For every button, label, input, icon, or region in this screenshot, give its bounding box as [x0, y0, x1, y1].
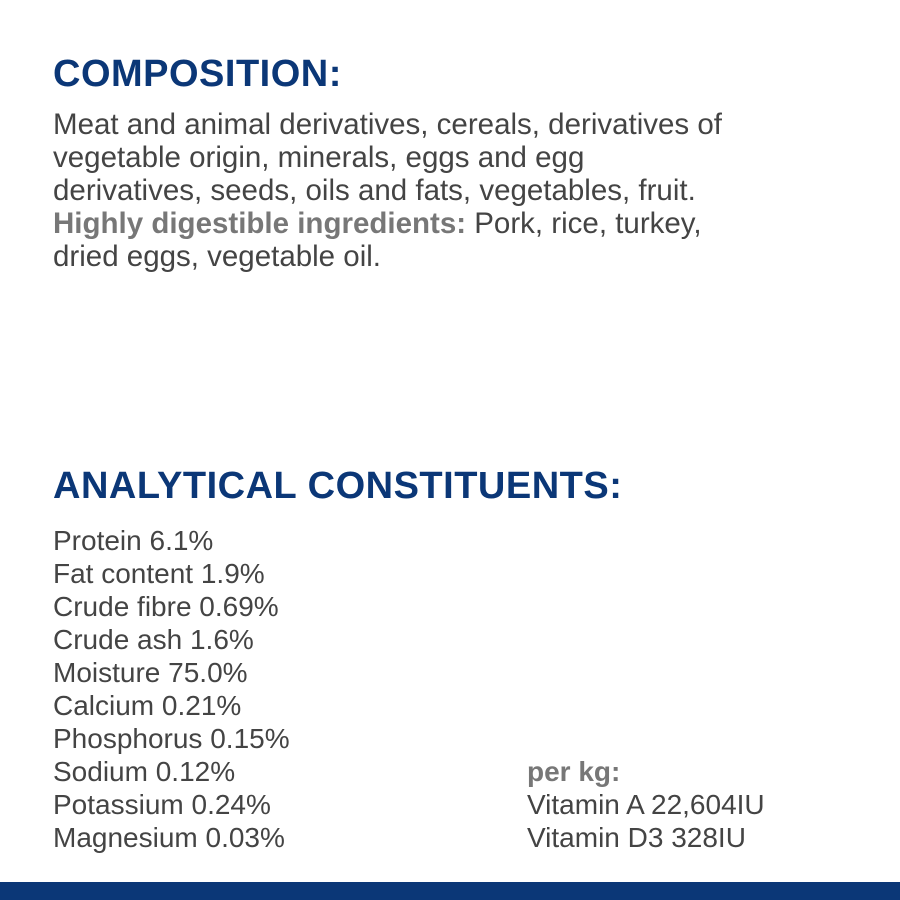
- footer-bar: [0, 882, 900, 900]
- vitamin-item: Vitamin D3 328IU: [527, 822, 746, 853]
- composition-text: [53, 108, 883, 273]
- constituents-list: [53, 524, 290, 854]
- highlight-label: Highly digestible ingredients:: [53, 207, 467, 240]
- highlight-line: [53, 207, 883, 240]
- highlight-text: Pork, rice, turkey,: [466, 207, 702, 240]
- highlight-text-cont: dried eggs, vegetable oil.: [53, 240, 382, 273]
- constituent-item: Sodium 0.12%: [53, 756, 236, 787]
- constituent-item: Magnesium 0.03%: [53, 822, 285, 853]
- vitamin-item: Vitamin A 22,604IU: [527, 789, 765, 820]
- constituent-item: Potassium 0.24%: [53, 789, 271, 820]
- per-kg-label: per kg:: [527, 756, 621, 787]
- constituent-item: Crude fibre 0.69%: [53, 591, 279, 622]
- constituent-item: Protein 6.1%: [53, 525, 214, 556]
- constituent-item: Fat content 1.9%: [53, 558, 265, 589]
- analytical-heading: ANALYTICAL CONSTITUENTS:: [53, 465, 623, 507]
- constituent-item: Moisture 75.0%: [53, 657, 248, 688]
- per-kg-block: [527, 755, 765, 854]
- constituent-item: Phosphorus 0.15%: [53, 723, 290, 754]
- constituent-item: Crude ash 1.6%: [53, 624, 254, 655]
- composition-line: vegetable origin, minerals, eggs and egg: [53, 141, 585, 174]
- constituent-item: Calcium 0.21%: [53, 690, 242, 721]
- composition-line: derivatives, seeds, oils and fats, vegetables, fruit.: [53, 174, 696, 207]
- composition-line: Meat and animal derivatives, cereals, derivatives of: [53, 108, 722, 141]
- composition-heading: COMPOSITION:: [53, 53, 342, 95]
